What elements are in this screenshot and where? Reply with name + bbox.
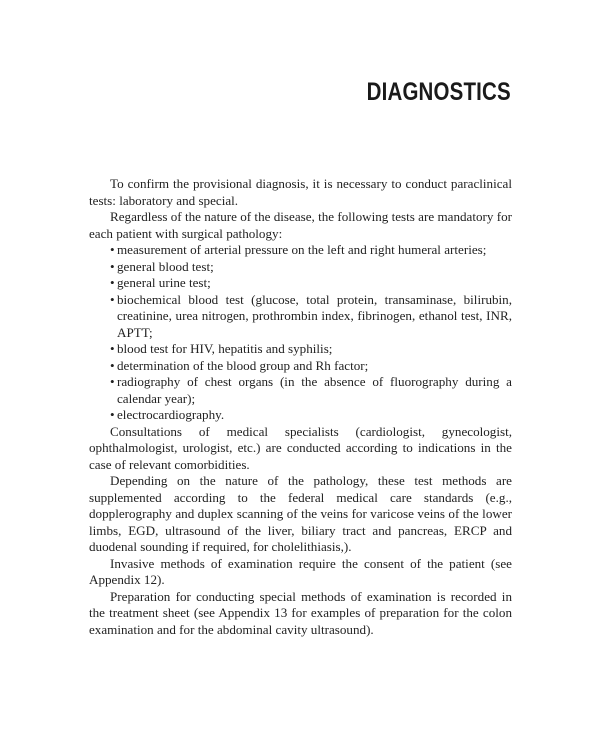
list-item [110, 275, 512, 292]
paragraph-provisional-diagnosis: To confirm the provisional diagnosis, it is necessary to conduct paraclinical tests: laboratory and special. [89, 176, 512, 208]
paragraph-preparation: Preparation for conducting special methods of examination is recorded in the treatment sheet (see Appendix 13 for examples of preparation for the colon examination and for the abdominal cavity ultrasound). [89, 588, 512, 637]
bullet-marker: • [110, 242, 115, 257]
list-item [110, 358, 512, 375]
list-item-text: determination of the blood group and Rh factor; [117, 357, 369, 373]
bullet-marker: • [110, 407, 115, 422]
list-item-text: blood test for HIV, hepatitis and syphilis; [117, 341, 333, 356]
list-item-text: general blood test; [117, 258, 214, 274]
paragraph-invasive-consent: Invasive methods of examination require the consent of the patient (see Appendix 12). [89, 555, 512, 587]
paragraph-supplementary-methods: Depending on the nature of the pathology, these test methods are supplemented according to the federal medical care standards (e.g., dopplerography and duplex scanning of the veins for varicose veins of the lower limbs, EGD, ultrasound of the liver, biliary tract and pancreas, ERCP and duodenal sounding if required, for cholelithiasis,). [89, 473, 512, 554]
list-item [110, 259, 512, 276]
list-item-text: general urine test; [117, 275, 211, 290]
bullet-marker: • [110, 357, 115, 373]
list-item [110, 374, 512, 407]
bullet-marker: • [110, 275, 115, 290]
mandatory-tests-list [89, 242, 512, 424]
list-item-text: electrocardiography. [117, 407, 225, 422]
bullet-marker: • [110, 374, 115, 389]
body-text [89, 176, 512, 638]
list-item [110, 407, 512, 424]
list-item [110, 341, 512, 358]
list-item [110, 292, 512, 342]
bullet-marker: • [110, 291, 115, 307]
bullet-marker: • [110, 258, 115, 274]
paragraph-mandatory-tests-intro: Regardless of the nature of the disease, the following tests are mandatory for each patient with surgical pathology: [89, 209, 512, 241]
list-item [110, 242, 512, 259]
paragraph-consultations: Consultations of medical specialists (cardiologist, gynecologist, ophthalmologist, urologist, etc.) are conducted according to indications in the case of relevant comorbidities. [89, 423, 512, 472]
page-title: DIAGNOSTICS [366, 78, 511, 106]
list-item-text: biochemical blood test (glucose, total protein, transaminase, bilirubin, creatinine, urea nitrogen, prothrombin index, fibrinogen, ethanol test, INR, APTT; [117, 291, 512, 340]
list-item-text: measurement of arterial pressure on the left and right humeral arteries; [117, 242, 487, 257]
bullet-marker: • [110, 341, 115, 356]
list-item-text: radiography of chest organs (in the absence of fluorography during a calendar year); [117, 374, 512, 406]
